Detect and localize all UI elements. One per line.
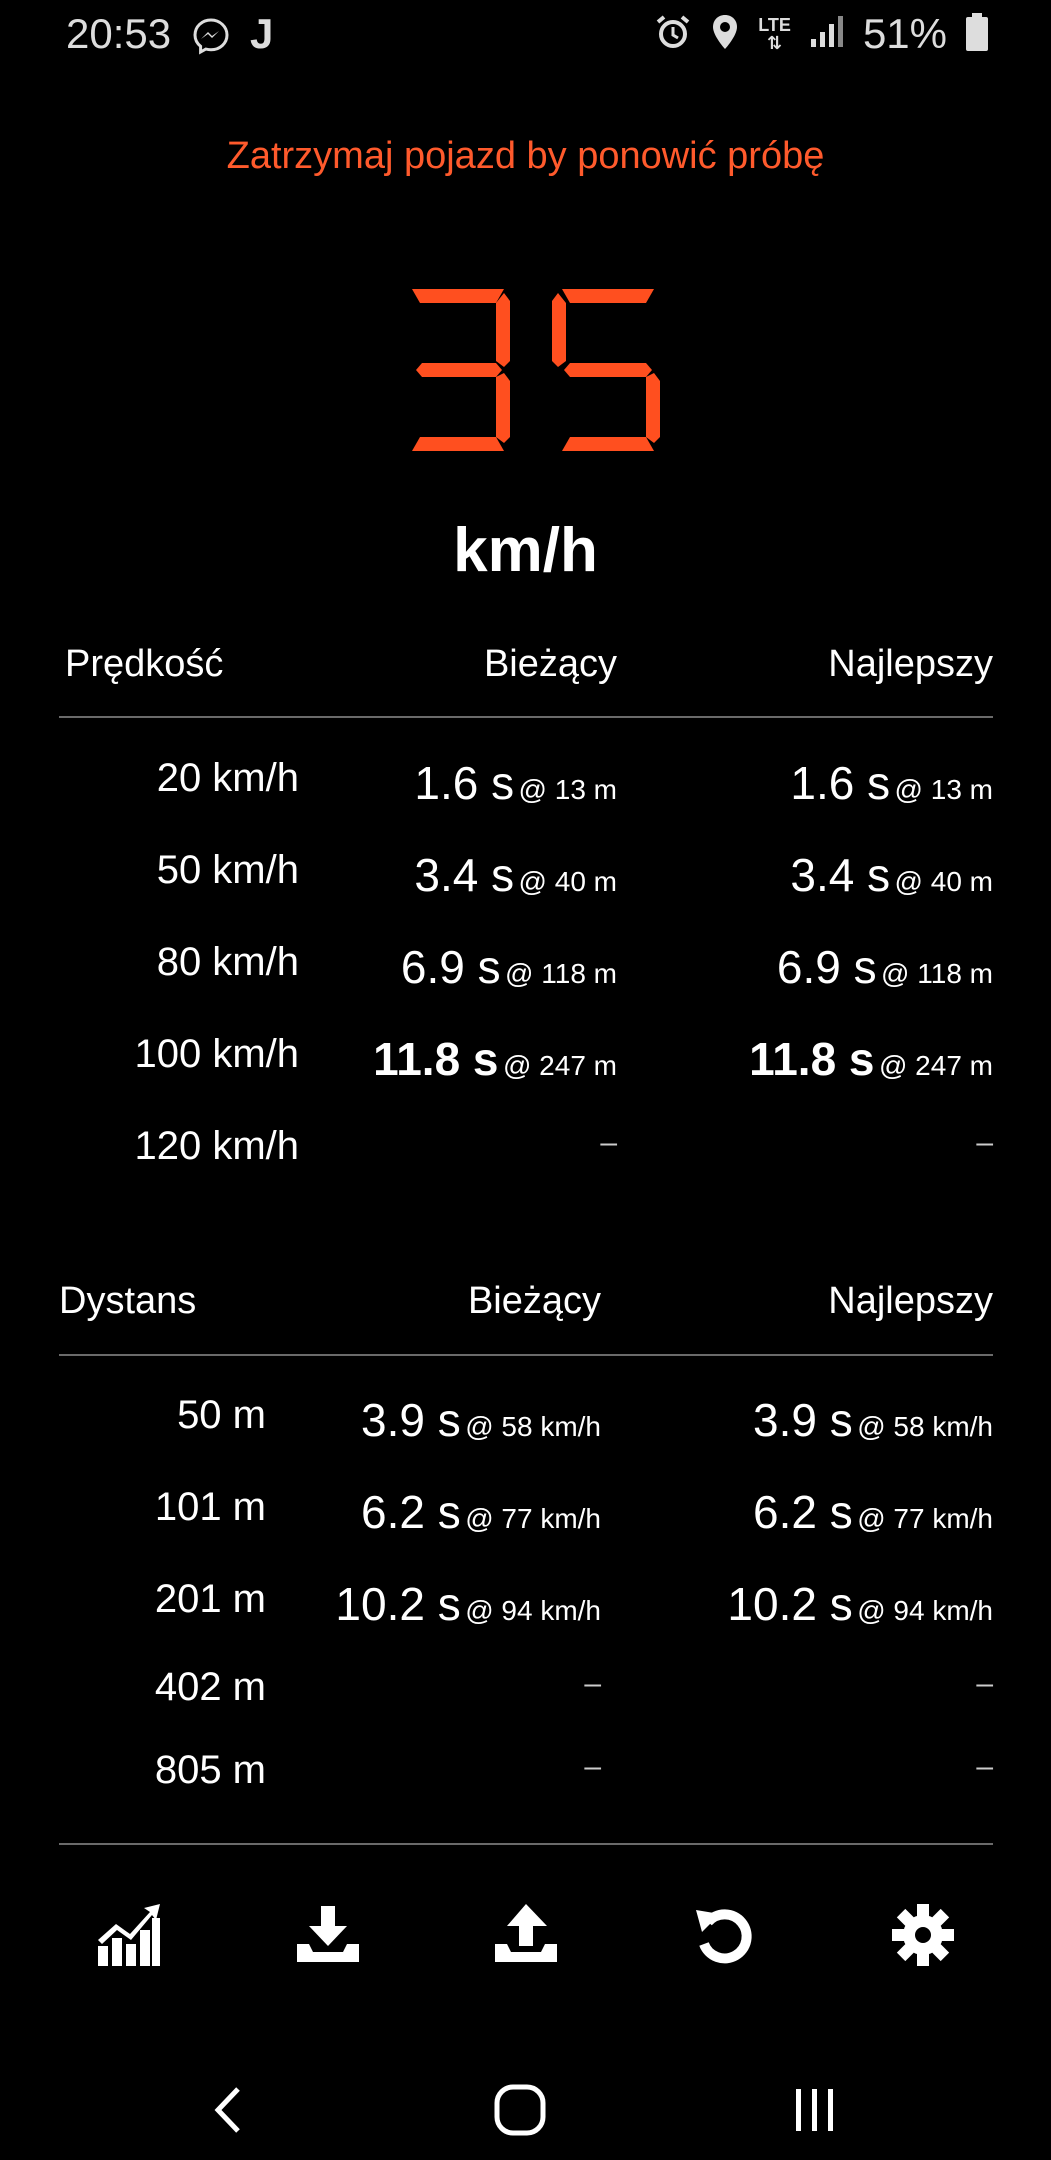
current-time: 3.9 s @ 58 km/h — [361, 1394, 601, 1446]
current-time: 1.6 s @ 13 m — [414, 757, 617, 809]
battery-icon — [965, 12, 989, 57]
table-row — [59, 1124, 993, 1184]
current-time: – — [584, 1750, 601, 1783]
settings-button[interactable] — [883, 1895, 963, 1975]
table-row — [59, 1485, 993, 1545]
speed-unit: km/h — [453, 516, 598, 585]
table-row — [59, 1748, 993, 1788]
settings-icon — [888, 1900, 958, 1970]
location-icon — [710, 13, 740, 56]
col-header-speed: Prędkość — [65, 643, 224, 685]
best-time: 3.4 s @ 40 m — [790, 849, 993, 901]
table-row — [59, 848, 993, 908]
upload-icon — [491, 1900, 561, 1970]
current-time: – — [600, 1126, 617, 1159]
current-time: 6.2 s @ 77 km/h — [361, 1486, 601, 1538]
upload-button[interactable] — [486, 1895, 566, 1975]
table-row — [59, 940, 993, 1000]
home-button[interactable] — [480, 2070, 560, 2150]
best-time: – — [976, 1667, 993, 1700]
divider — [59, 1354, 993, 1356]
best-time: 6.9 s @ 118 m — [776, 941, 993, 993]
best-time: 1.6 s @ 13 m — [790, 757, 993, 809]
row-label: 100 km/h — [134, 1032, 299, 1076]
home-icon — [492, 2082, 548, 2138]
table-row — [59, 1032, 993, 1092]
row-label: 805 m — [154, 1748, 266, 1788]
chart-icon — [94, 1900, 164, 1970]
recents-icon — [790, 2085, 840, 2135]
distance-table-scroll[interactable] — [0, 1240, 1051, 1788]
download-icon — [293, 1900, 363, 1970]
col-header-best: Najlepszy — [828, 1280, 993, 1322]
table-row — [59, 756, 993, 816]
signal-icon — [809, 15, 845, 54]
status-bar — [0, 0, 1051, 70]
current-time: – — [584, 1667, 601, 1700]
best-time: 11.8 s @ 247 m — [749, 1033, 993, 1085]
row-label: 101 m — [154, 1485, 266, 1529]
bottom-toolbar — [59, 1895, 993, 1975]
row-label: 120 km/h — [134, 1124, 299, 1168]
row-label: 80 km/h — [156, 940, 299, 984]
table-row — [59, 1665, 993, 1725]
row-label: 50 km/h — [156, 848, 299, 892]
download-button[interactable] — [288, 1895, 368, 1975]
speed-table-scroll[interactable] — [0, 640, 1051, 1230]
clock: 20:53 — [66, 10, 172, 57]
battery-percent: 51% — [862, 10, 947, 57]
toolbar-divider — [59, 1843, 993, 1845]
stop-vehicle-warning: Zatrzymaj pojazd by ponowić próbę — [226, 135, 825, 177]
messenger-icon — [192, 17, 230, 60]
divider — [59, 716, 993, 718]
table-row — [59, 1577, 993, 1637]
back-icon — [208, 2085, 248, 2135]
col-header-best: Najlepszy — [828, 643, 993, 685]
col-header-current: Bieżący — [483, 643, 617, 685]
current-time: 6.9 s @ 118 m — [400, 941, 617, 993]
network-indicator: LTE ⇅ — [758, 15, 791, 53]
speed-value — [400, 285, 670, 460]
alarm-icon — [654, 13, 692, 56]
row-label: 402 m — [154, 1665, 266, 1709]
best-time: – — [976, 1126, 993, 1159]
row-label: 50 m — [177, 1393, 266, 1437]
best-time: 6.2 s @ 77 km/h — [753, 1486, 993, 1538]
current-time: 3.4 s @ 40 m — [414, 849, 617, 901]
carrier-letter: J — [250, 10, 274, 57]
current-time: 11.8 s @ 247 m — [373, 1033, 617, 1085]
current-time: 10.2 s @ 94 km/h — [335, 1578, 601, 1630]
best-time: – — [976, 1750, 993, 1783]
back-button[interactable] — [188, 2070, 268, 2150]
reset-button[interactable] — [685, 1895, 765, 1975]
reset-icon — [690, 1900, 760, 1970]
best-time: 10.2 s @ 94 km/h — [727, 1578, 993, 1630]
best-time: 3.9 s @ 58 km/h — [753, 1394, 993, 1446]
svg-text:35: 35 — [400, 285, 402, 286]
col-header-distance: Dystans — [59, 1280, 197, 1322]
chart-button[interactable] — [89, 1895, 169, 1975]
row-label: 20 km/h — [156, 756, 299, 800]
table-row — [59, 1393, 993, 1453]
col-header-current: Bieżący — [467, 1280, 601, 1322]
row-label: 201 m — [154, 1577, 266, 1621]
system-nav-bar — [0, 2050, 1051, 2160]
recents-button[interactable] — [775, 2070, 855, 2150]
